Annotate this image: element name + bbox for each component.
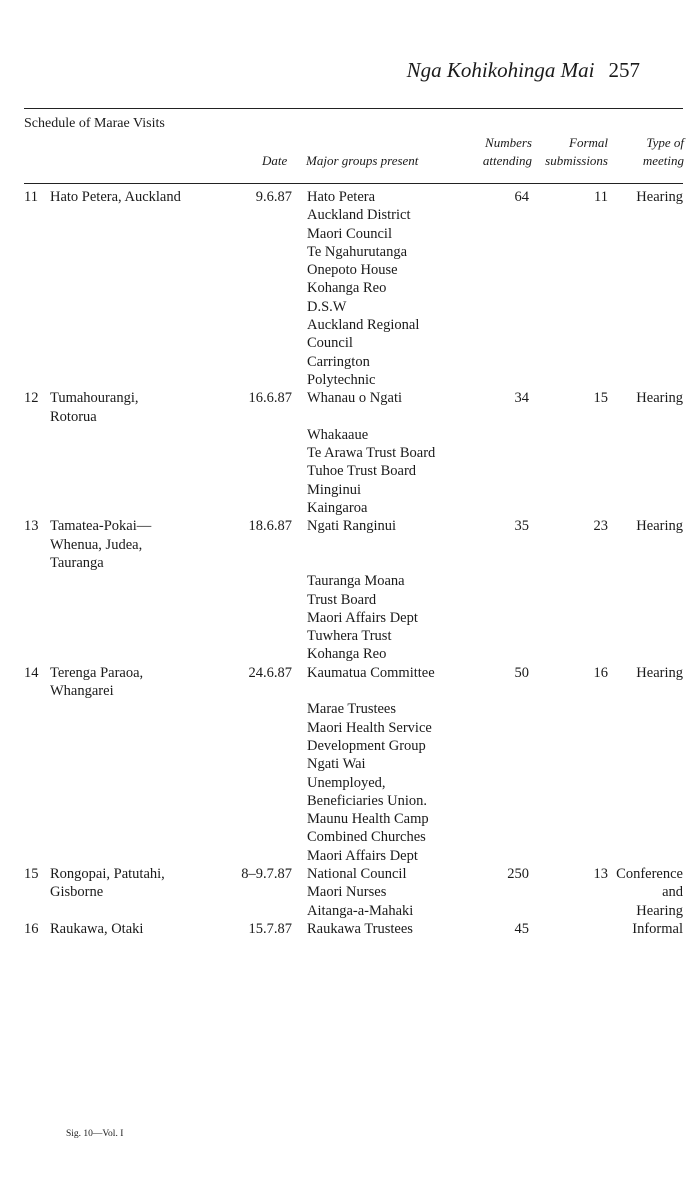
meeting-type-line: Hearing bbox=[636, 518, 683, 535]
groups-present-line: Minginui bbox=[307, 481, 361, 498]
groups-present-line: Kaumatua Committee bbox=[307, 664, 435, 681]
schedule-title: Schedule of Marae Visits bbox=[24, 116, 165, 131]
formal-submissions: 13 bbox=[593, 866, 608, 883]
table-row bbox=[24, 389, 684, 517]
col-header-type-line: meeting bbox=[642, 153, 684, 168]
groups-present-line: D.S.W bbox=[307, 298, 347, 315]
running-head bbox=[407, 58, 640, 83]
groups-present-line: Kaingaroa bbox=[307, 500, 368, 517]
meeting-type bbox=[608, 517, 683, 535]
running-head-title: Nga Kohikohinga Mai bbox=[406, 58, 595, 82]
groups-present-line: Beneficiaries Union. bbox=[307, 792, 427, 809]
formal-submissions: 11 bbox=[594, 189, 608, 205]
col-header-attending-line: Numbers bbox=[485, 135, 532, 150]
groups-present-line: National Council bbox=[307, 866, 407, 883]
groups-present-line: Whanau o Ngati bbox=[307, 390, 403, 407]
groups-present-line: Maunu Health Camp bbox=[307, 811, 429, 828]
col-header-type bbox=[616, 134, 684, 170]
meeting-type-line: Conference bbox=[616, 866, 683, 883]
groups-present-line: Whakaaue bbox=[307, 426, 369, 443]
signature-mark: Sig. 10—Vol. I bbox=[66, 1129, 124, 1139]
visit-date: 15.7.87 bbox=[248, 920, 292, 937]
groups-present-line: Unemployed, bbox=[307, 774, 386, 791]
marae-place-line: Whangarei bbox=[50, 683, 114, 700]
top-rule bbox=[24, 108, 683, 109]
groups-present-line: Polytechnic bbox=[307, 371, 376, 388]
visit-date: 16.6.87 bbox=[248, 390, 292, 407]
col-header-date: Date bbox=[262, 153, 288, 168]
numbers-attending: 45 bbox=[514, 920, 529, 937]
groups-present-line bbox=[307, 682, 482, 700]
formal-submissions: 23 bbox=[593, 518, 608, 535]
meeting-type bbox=[608, 865, 683, 920]
groups-present-line bbox=[307, 408, 482, 426]
groups-present-line: Maori Affairs Dept bbox=[307, 609, 418, 626]
meeting-type-line: Hearing bbox=[636, 902, 683, 919]
groups-present-line: Te Arawa Trust Board bbox=[307, 445, 436, 462]
meeting-type-line: Hearing bbox=[636, 189, 683, 205]
col-header-groups: Major groups present bbox=[306, 153, 419, 168]
schedule-table bbox=[24, 188, 684, 938]
groups-present bbox=[307, 664, 482, 865]
marae-place-line: Tamatea-Pokai— bbox=[50, 518, 152, 535]
groups-present-line: Trust Board bbox=[307, 591, 377, 608]
marae-place-line: Hato Petera, Auckland bbox=[50, 189, 181, 205]
col-header-submissions bbox=[532, 134, 608, 170]
meeting-type bbox=[608, 664, 683, 682]
groups-present bbox=[307, 188, 482, 389]
groups-present-line: Maori Council bbox=[307, 225, 392, 242]
groups-present bbox=[307, 865, 482, 920]
col-header-attending bbox=[474, 134, 532, 170]
groups-present-line: Onepoto House bbox=[307, 262, 398, 279]
marae-place-line: Raukawa, Otaki bbox=[50, 920, 144, 937]
col-header-submissions-line: Formal bbox=[569, 135, 608, 150]
meeting-type bbox=[608, 920, 683, 938]
table-row bbox=[24, 664, 684, 865]
meeting-type-line: Hearing bbox=[636, 390, 683, 407]
groups-present-line: Kohanga Reo bbox=[307, 280, 387, 297]
groups-present-line bbox=[307, 554, 482, 572]
groups-present-line: Te Ngahurutanga bbox=[307, 243, 408, 260]
table-row bbox=[24, 920, 684, 938]
groups-present-line: Development Group bbox=[307, 737, 426, 754]
formal-submissions: 15 bbox=[593, 390, 608, 407]
marae-place-line: Rongopai, Patutahi, bbox=[50, 866, 165, 883]
groups-present-line: Hato Petera bbox=[307, 189, 376, 205]
groups-present-line: Carrington bbox=[307, 353, 370, 370]
groups-present-line: Ngati Ranginui bbox=[307, 518, 397, 535]
numbers-attending: 250 bbox=[507, 866, 529, 883]
groups-present-line: Marae Trustees bbox=[307, 701, 397, 718]
meeting-type-line: Informal bbox=[632, 920, 683, 937]
formal-submissions: 16 bbox=[593, 664, 608, 681]
visit-date: 8–9.7.87 bbox=[241, 866, 292, 883]
groups-present-line: Raukawa Trustees bbox=[307, 920, 413, 937]
row-number: 13 bbox=[24, 518, 39, 535]
groups-present-line: Maori Affairs Dept bbox=[307, 847, 418, 864]
marae-place-line: Gisborne bbox=[50, 884, 104, 901]
meeting-type-line: and bbox=[662, 884, 683, 901]
col-header-submissions-line: submissions bbox=[545, 153, 608, 168]
row-number: 12 bbox=[24, 390, 39, 407]
visit-date: 18.6.87 bbox=[248, 518, 292, 535]
groups-present-line: Auckland District bbox=[307, 207, 411, 224]
groups-present-line: Kohanga Reo bbox=[307, 646, 387, 663]
groups-present-line bbox=[307, 536, 482, 554]
header-rule bbox=[24, 183, 683, 184]
groups-present-line: Tuwhera Trust bbox=[307, 628, 392, 645]
meeting-type bbox=[608, 188, 683, 206]
numbers-attending: 34 bbox=[514, 390, 529, 407]
row-number: 15 bbox=[24, 866, 39, 883]
visit-date: 9.6.87 bbox=[255, 189, 292, 205]
groups-present-line: Tauranga Moana bbox=[307, 573, 405, 590]
meeting-type-line: Hearing bbox=[636, 664, 683, 681]
groups-present-line: Ngati Wai bbox=[307, 756, 366, 773]
groups-present-line: Maori Nurses bbox=[307, 884, 387, 901]
marae-place-line: Terenga Paraoa, bbox=[50, 664, 144, 681]
col-header-attending-line: attending bbox=[482, 153, 532, 168]
groups-present bbox=[307, 389, 482, 517]
groups-present-line: Aitanga-a-Mahaki bbox=[307, 902, 414, 919]
visit-date: 24.6.87 bbox=[248, 664, 292, 681]
groups-present-line: Tuhoe Trust Board bbox=[307, 463, 417, 480]
marae-place-line: Whenua, Judea, bbox=[50, 536, 143, 553]
marae-place-line: Tumahourangi, bbox=[50, 390, 139, 407]
col-header-type-line: Type of bbox=[646, 135, 684, 150]
numbers-attending: 50 bbox=[514, 664, 529, 681]
groups-present-line: Auckland Regional bbox=[307, 317, 420, 334]
row-number: 16 bbox=[24, 920, 39, 937]
marae-place-line: Rotorua bbox=[50, 408, 97, 425]
groups-present-line: Combined Churches bbox=[307, 829, 426, 846]
groups-present bbox=[307, 517, 482, 663]
row-number: 11 bbox=[24, 189, 38, 205]
groups-present bbox=[307, 920, 482, 938]
meeting-type bbox=[608, 389, 683, 407]
marae-place-line: Tauranga bbox=[50, 554, 104, 571]
groups-present-line: Council bbox=[307, 335, 353, 352]
groups-present-line: Maori Health Service bbox=[307, 719, 432, 736]
numbers-attending: 64 bbox=[514, 189, 529, 205]
table-row bbox=[24, 517, 684, 663]
table-row bbox=[24, 188, 684, 389]
table-row bbox=[24, 865, 684, 920]
numbers-attending: 35 bbox=[514, 518, 529, 535]
page-number: 257 bbox=[608, 58, 640, 82]
row-number: 14 bbox=[24, 664, 39, 681]
